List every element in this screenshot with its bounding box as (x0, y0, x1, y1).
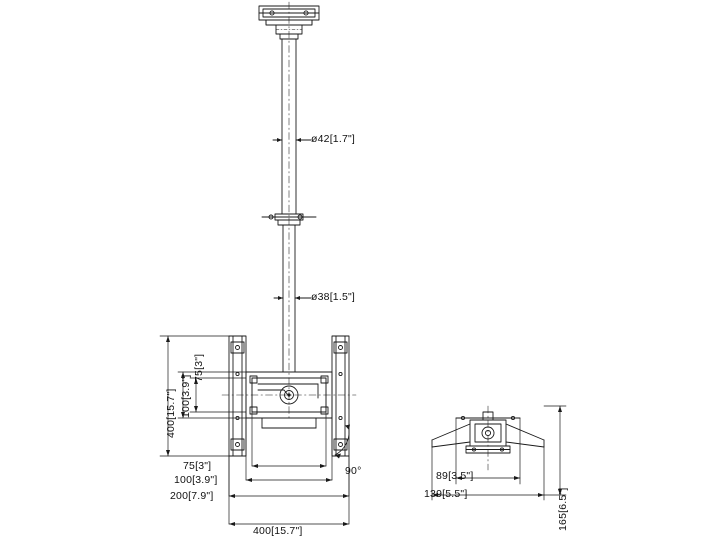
dim-label-side-height: 165[6.5"] (557, 487, 569, 531)
dim-label-overall-width: 400[15.7"] (253, 525, 303, 537)
dim-label-vesa-height-outer: 400[15.7"] (165, 388, 177, 438)
dim-label-rotation-angle: 90° (345, 465, 362, 477)
rotation-angle-indicator (335, 425, 350, 459)
lower-pole (283, 218, 295, 420)
dim-label-side-depth-outer: 139[5.5"] (424, 488, 468, 500)
dim-label-vesa-width-inner: 75[3"] (183, 460, 212, 472)
dim-label-side-depth-inner: 89[3.5"] (436, 470, 474, 482)
side-view-bracket (432, 406, 544, 470)
dim-vesa-horizontal (229, 378, 349, 526)
dim-pole-upper-diameter (273, 138, 311, 142)
dim-label-vesa-width-mid: 100[3.9"] (174, 474, 218, 486)
dim-label-vesa-height-inner: 75[3"] (193, 353, 205, 382)
dim-label-pole-upper-diameter: ø42[1.7"] (311, 133, 356, 145)
dim-pole-lower-diameter (274, 296, 311, 300)
dim-label-vesa-height-mid: 100[3.9"] (180, 374, 192, 418)
dim-label-vesa-width-outer: 200[7.9"] (170, 490, 214, 502)
dim-label-pole-lower-diameter: ø38[1.5"] (311, 291, 356, 303)
